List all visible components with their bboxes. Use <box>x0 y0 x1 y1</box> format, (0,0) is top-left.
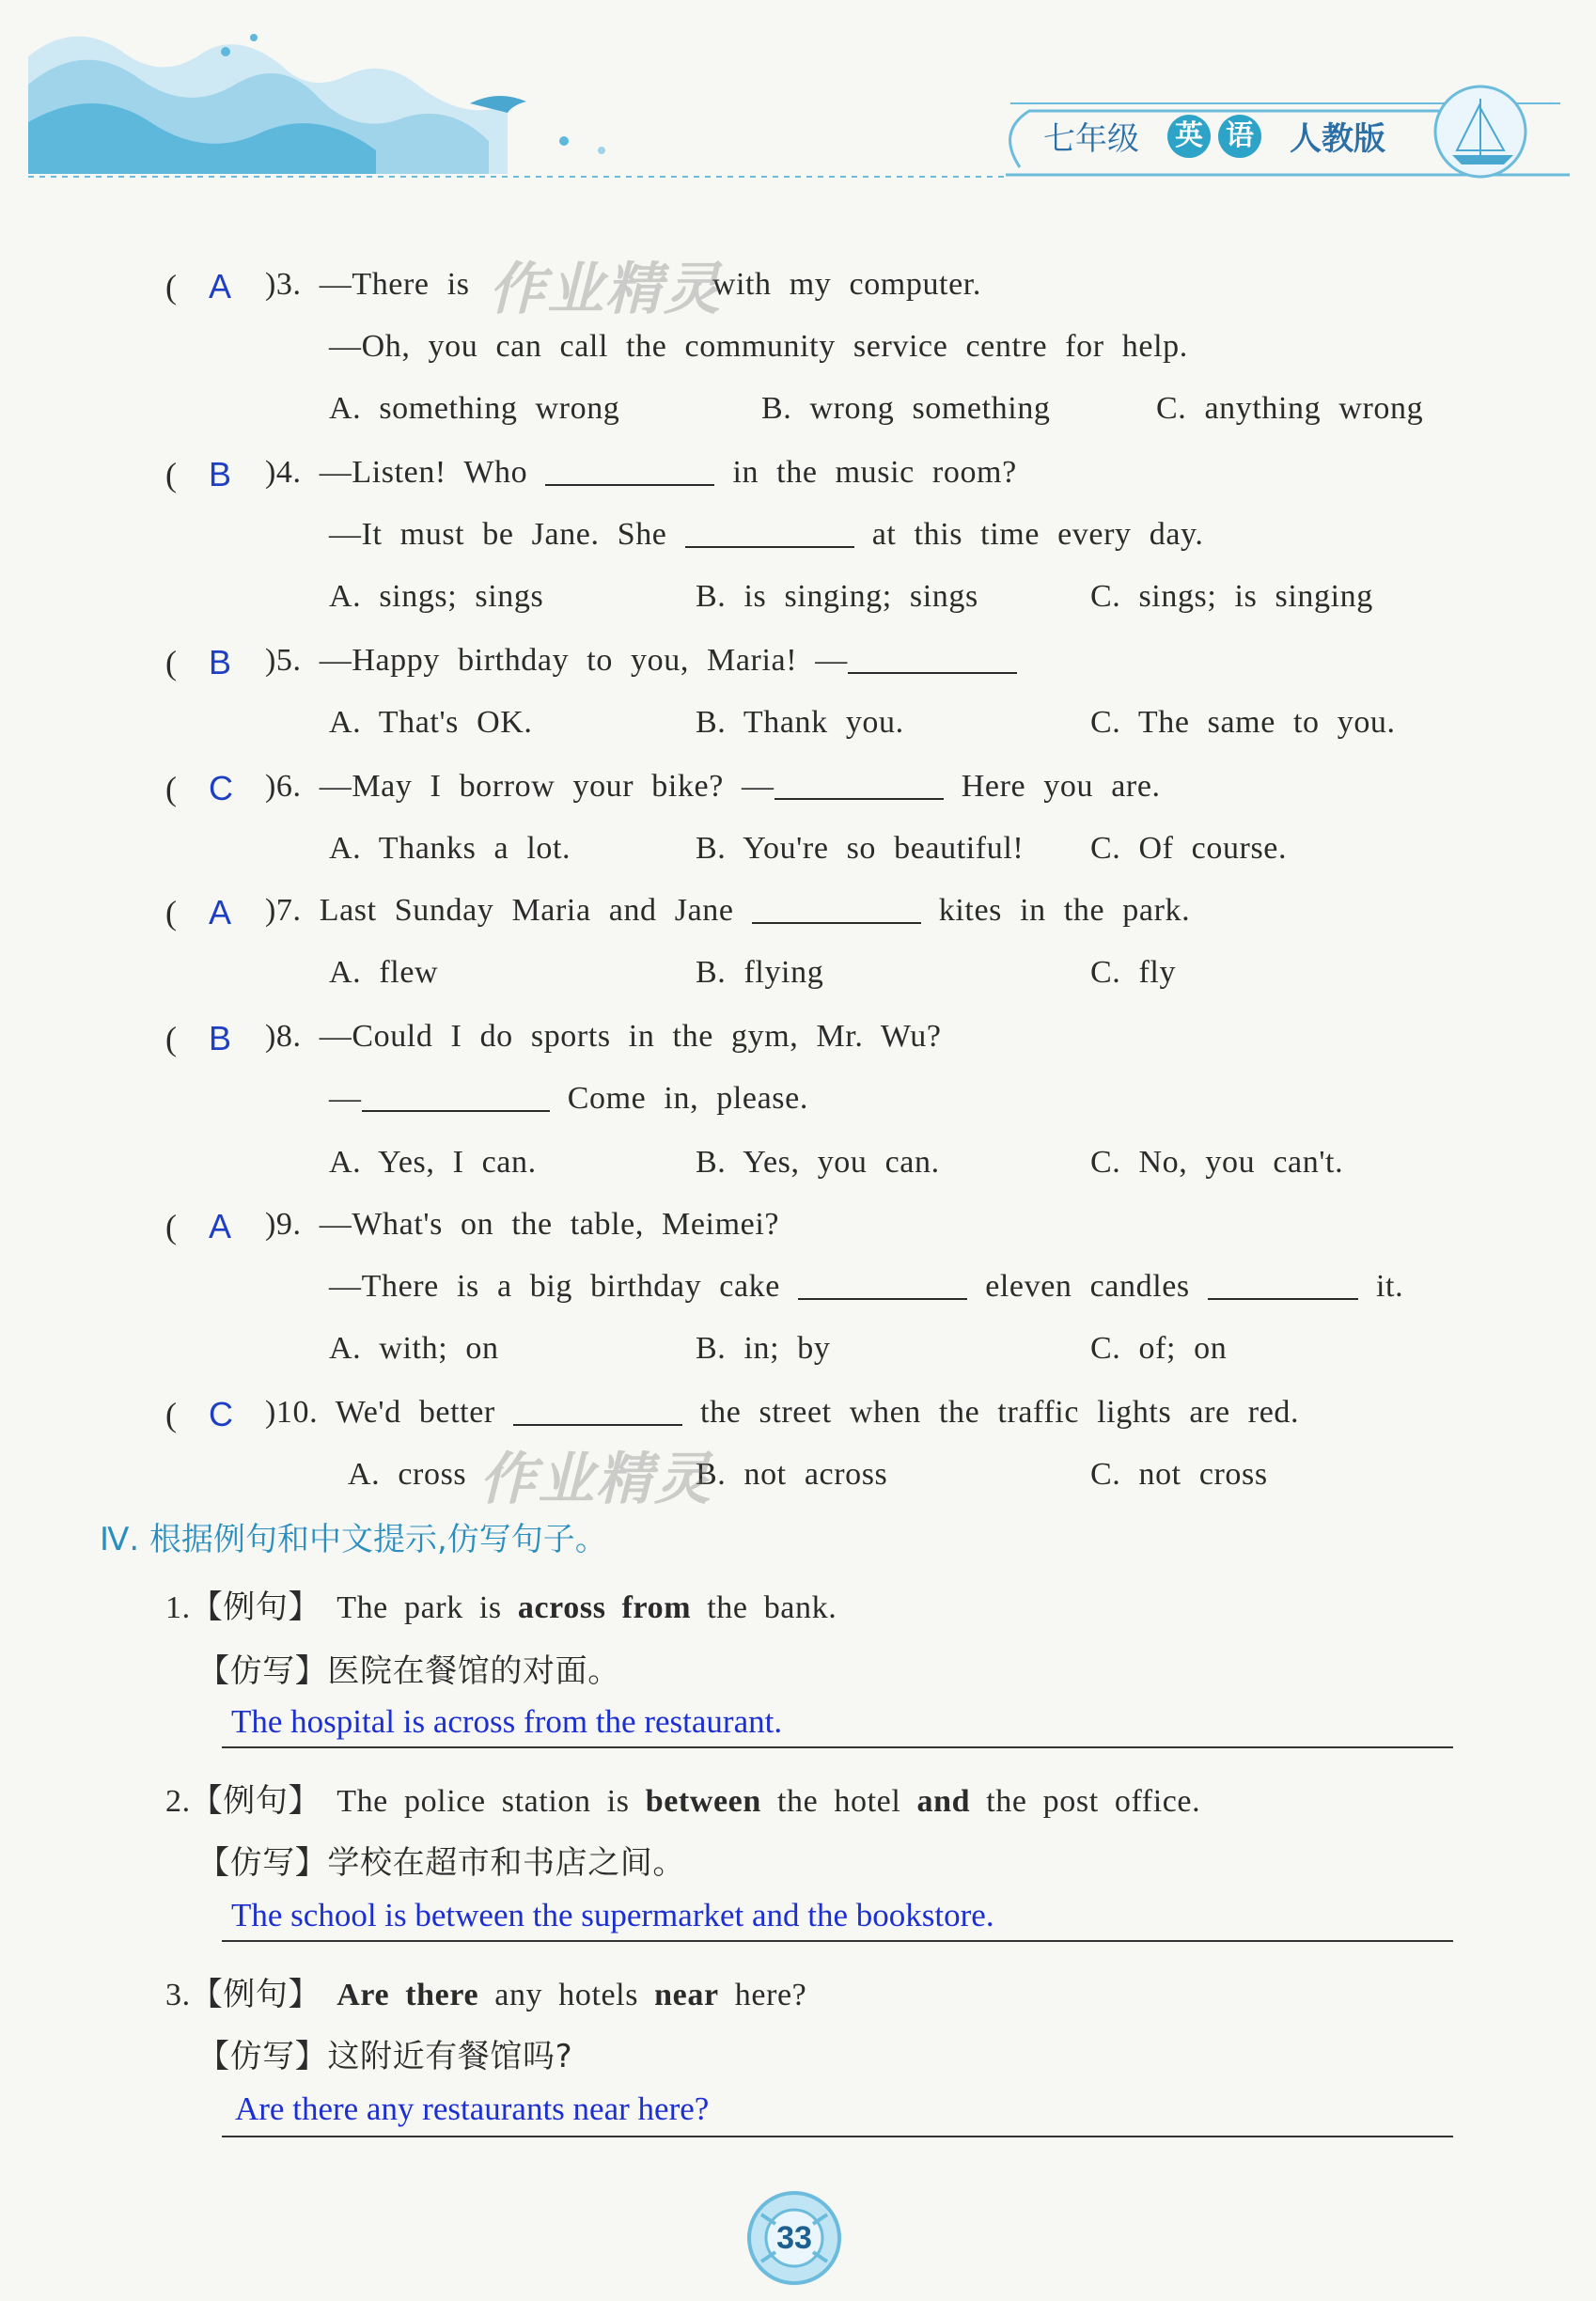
watermark: 作业精灵 <box>489 257 722 322</box>
blank <box>513 1396 682 1426</box>
answer-mark: C <box>209 1395 233 1433</box>
workbook-page: 七年级 英 语 人教版 ( A )3. —There is with my computer. —Oh, you can call the community service centre for help. A. something wrong B. wrong something C. anything wrong ( B )4. —Listen! Who in the music room? —It must be Jane. She at this time every day. A. sings; sings B. is singing; sings C. sings; is singing ( B )5. —Happy birthday to you, Maria! — A. That's OK. B. Thank you. C. The same to you. ( C )6. —May I borrow your bike? — Here you are. A. Thanks a lot. B. You're so beautiful! C. Of course. ( A )7. Last Sunday Maria and Jane kites in the park. A. flew B. flying C. fly ( B )8. —Could I do sports in the gym, Mr. Wu? — Come in, please. A. Yes, I can. B. Yes, you can. C. No, you can't. ( A )9. —What's on the table, Meimei? —There is a big birthday cake eleven candles it. A. with; on B. in; by C. of; on ( C )10. We'd better the street when the traffic lights are red. A. cross B. not across C. not cross 作业精灵 作业精灵 Ⅳ. 根据例句和中文提示,仿写句子。 1.【例句】 The park is across from the bank. 【仿写】医院在餐馆的对面。 The hospital is across from the restaurant. 2.【例句】 The police station is between the hotel and the post office. 【仿写】学校在超市和书店之间。 The school is between the supermarket and the bookstore. 3.【例句】 Are there any hotels near here? 【仿写】这附近有餐馆吗? Are there any restaurants near here? 33 <box>0 0 1596 2301</box>
subject-char-1: 英 <box>1167 115 1211 158</box>
section-iv-title: Ⅳ. 根据例句和中文提示,仿写句子。 <box>100 1521 607 1558</box>
answer-mark: B <box>209 643 232 681</box>
blank <box>775 770 944 800</box>
answer-mark: C <box>209 769 233 807</box>
handwritten-answer: Are there any restaurants near here? <box>235 2090 710 2127</box>
page-number: 33 <box>776 2220 812 2256</box>
answer-mark: A <box>209 893 232 931</box>
handwritten-answer: The school is between the supermarket and the bookstore. <box>231 1897 994 1933</box>
page-number-badge <box>743 2186 846 2290</box>
blank <box>362 1082 550 1112</box>
answer-line <box>222 2136 1453 2137</box>
answer-mark: A <box>209 267 232 305</box>
blank <box>848 644 1017 674</box>
blank <box>685 518 854 548</box>
blank <box>752 894 921 924</box>
answer-mark: A <box>209 1207 232 1245</box>
page-header <box>0 0 1596 188</box>
grade-subject-badge <box>1006 105 1532 173</box>
answer-mark: B <box>209 455 232 493</box>
answer-line <box>222 1940 1453 1942</box>
subject-char-2: 语 <box>1218 115 1261 158</box>
watermark: 作业精灵 <box>479 1447 712 1512</box>
edition-label: 人教版 <box>1290 120 1385 158</box>
answer-line <box>222 1746 1453 1748</box>
grade-label: 七年级 <box>1043 120 1139 158</box>
blank <box>545 456 714 486</box>
answer-mark: B <box>209 1019 232 1057</box>
blank <box>1208 1270 1358 1300</box>
handwritten-answer: The hospital is across from the restaurant. <box>231 1703 783 1740</box>
blank <box>798 1270 967 1300</box>
